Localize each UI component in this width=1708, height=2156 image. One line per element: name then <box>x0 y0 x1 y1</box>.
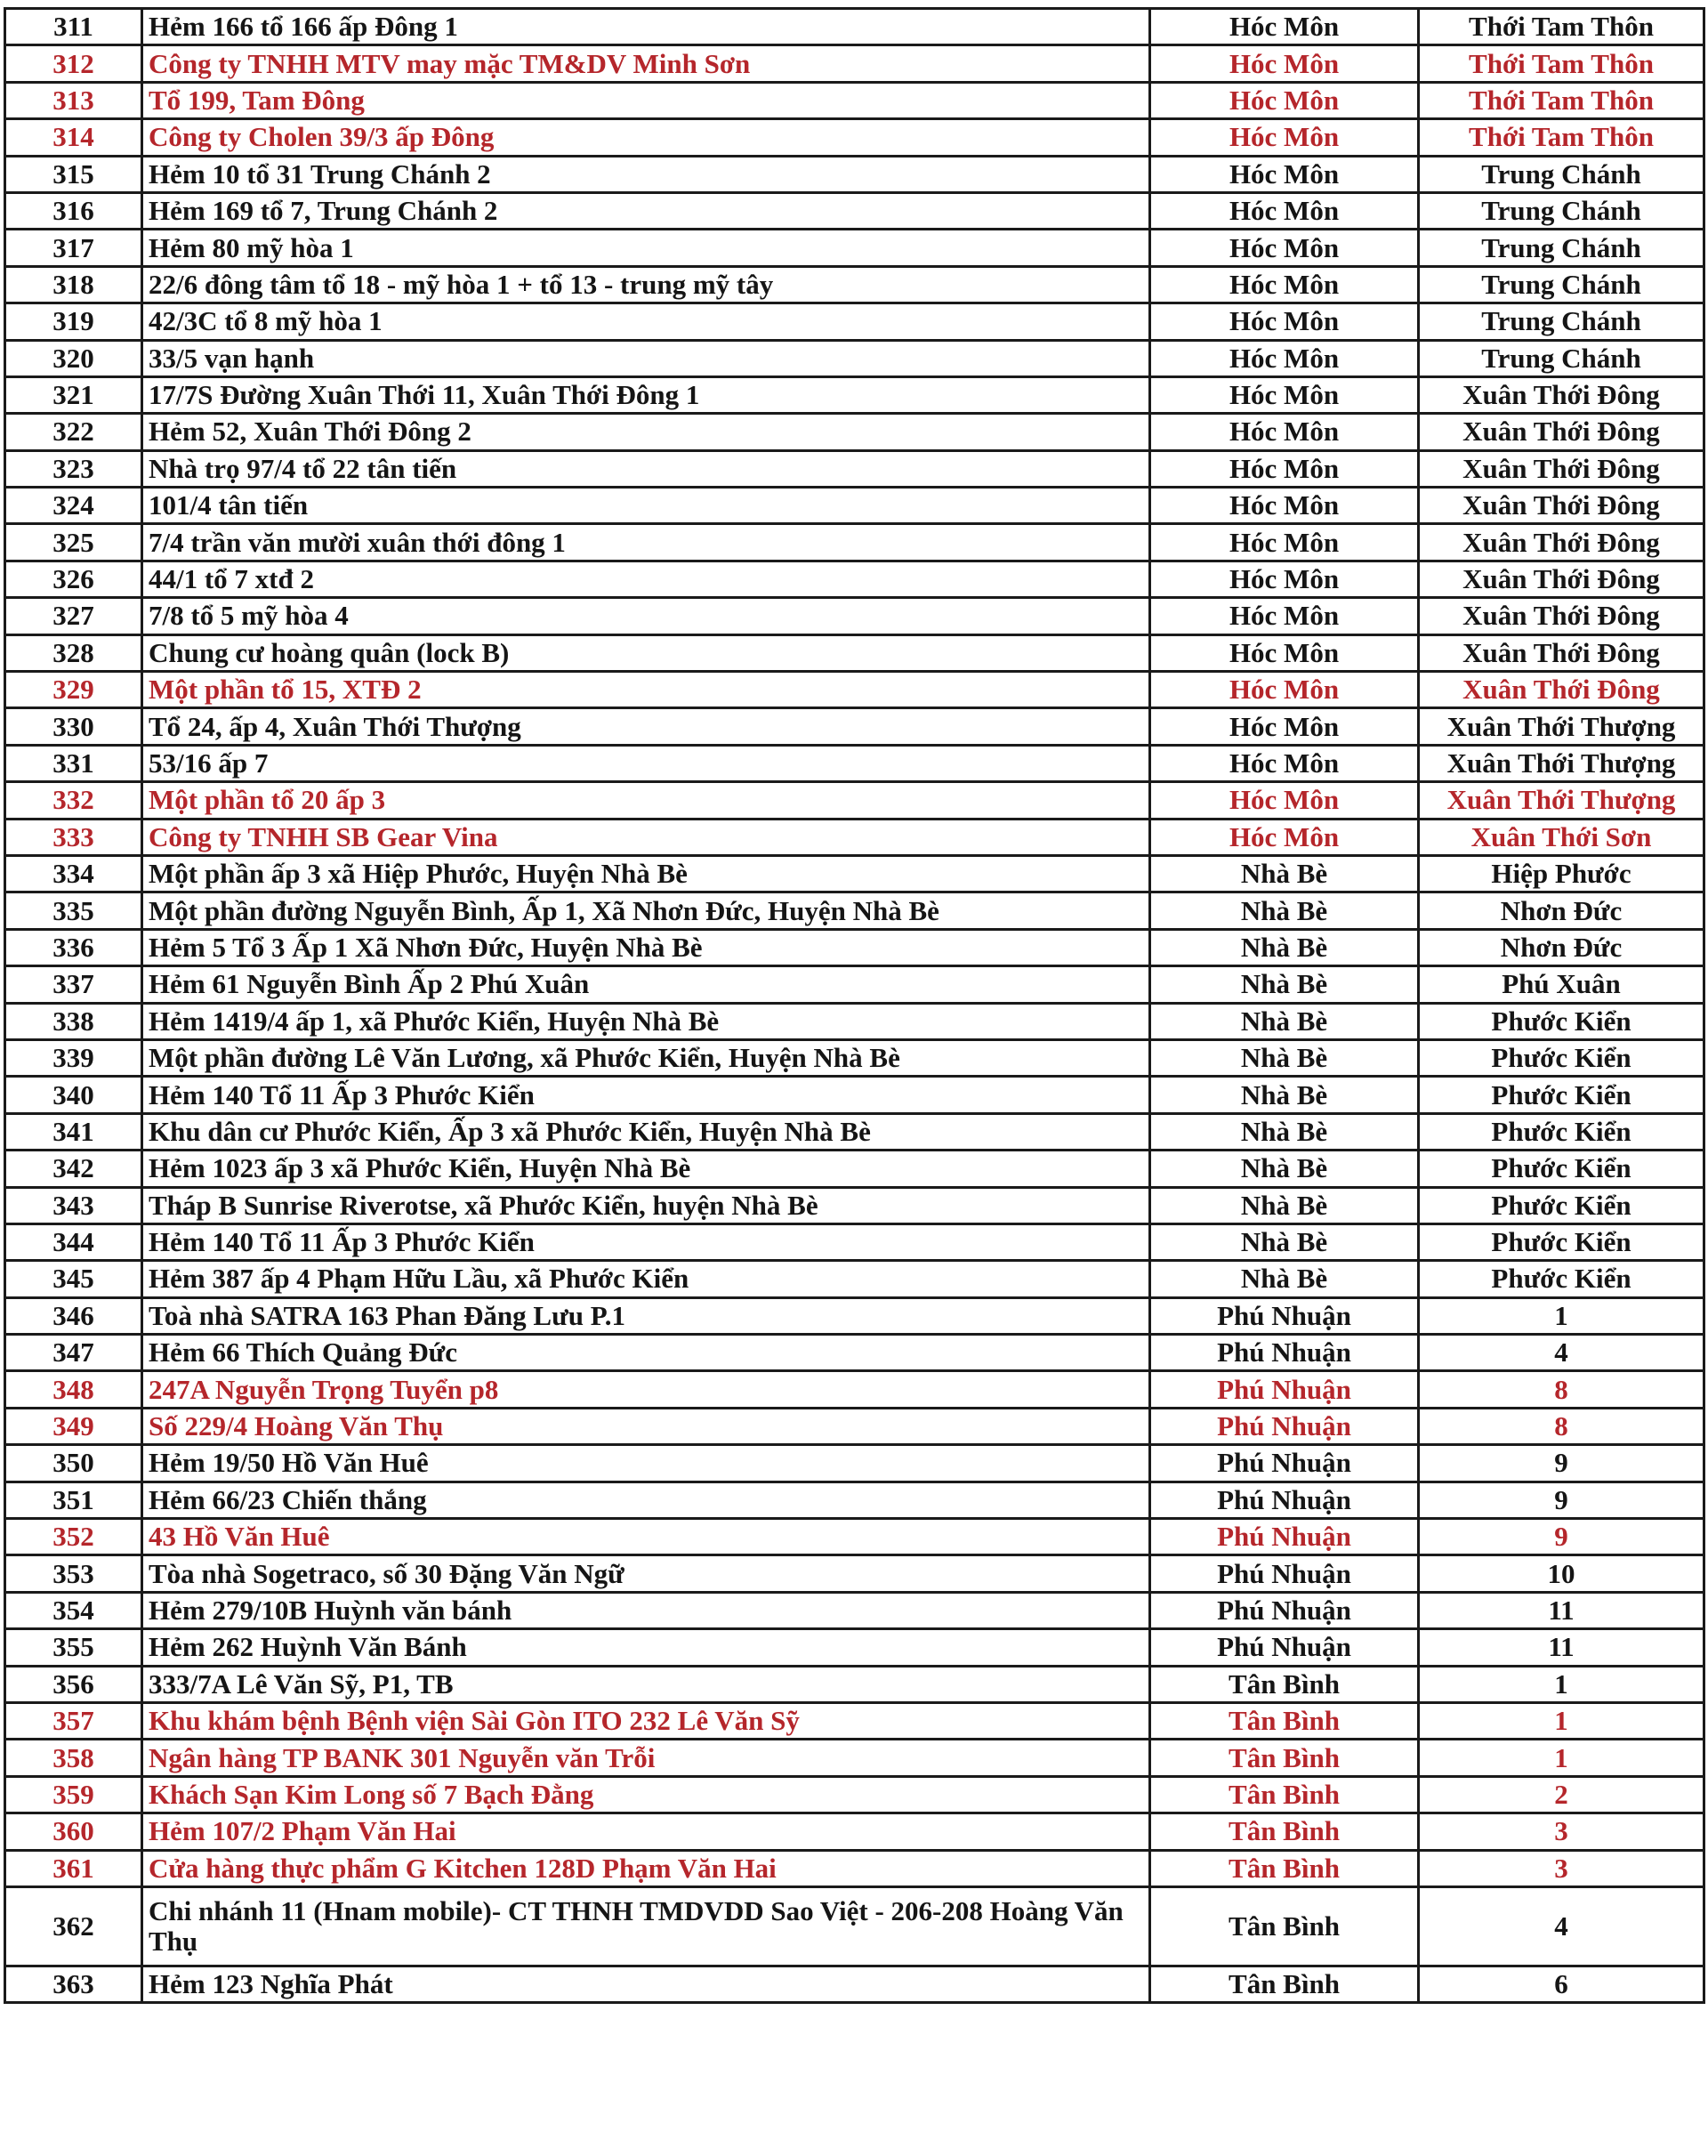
table-row <box>5 1519 1704 1555</box>
address-cell: Một phần đường Nguyễn Bình, Ấp 1, Xã Nhơn Đức, Huyện Nhà Bè <box>142 892 1150 929</box>
row-number: 350 <box>5 1445 142 1482</box>
ward-cell: Xuân Thới Đông <box>1419 561 1704 597</box>
table-row <box>5 230 1704 266</box>
row-number: 316 <box>5 192 142 229</box>
address-cell: Hẻm 5 Tổ 3 Ấp 1 Xã Nhơn Đức, Huyện Nhà Bè <box>142 929 1150 965</box>
table-row <box>5 376 1704 413</box>
district-cell: Hóc Môn <box>1150 230 1419 266</box>
district-cell: Phú Nhuận <box>1150 1555 1419 1592</box>
table-row <box>5 1261 1704 1297</box>
address-cell: Hẻm 61 Nguyễn Bình Ấp 2 Phú Xuân <box>142 966 1150 1003</box>
address-cell: Hẻm 387 ấp 4 Phạm Hữu Lầu, xã Phước Kiển <box>142 1261 1150 1297</box>
ward-cell: 9 <box>1419 1519 1704 1555</box>
table-row <box>5 1371 1704 1408</box>
table-row <box>5 1666 1704 1702</box>
table-row <box>5 45 1704 82</box>
district-cell: Nhà Bè <box>1150 1261 1419 1297</box>
table-row <box>5 450 1704 487</box>
district-cell: Nhà Bè <box>1150 1223 1419 1260</box>
row-number: 347 <box>5 1335 142 1371</box>
address-cell: Một phần ấp 3 xã Hiệp Phước, Huyện Nhà Bè <box>142 855 1150 892</box>
ward-cell: Xuân Thới Đông <box>1419 524 1704 561</box>
table-row <box>5 192 1704 229</box>
address-cell: Khu khám bệnh Bệnh viện Sài Gòn ITO 232 Lê Văn Sỹ <box>142 1702 1150 1739</box>
ward-cell: Trung Chánh <box>1419 303 1704 340</box>
district-cell: Hóc Môn <box>1150 598 1419 634</box>
district-cell: Hóc Môn <box>1150 266 1419 303</box>
row-number: 360 <box>5 1813 142 1850</box>
ward-cell: 6 <box>1419 1966 1704 2002</box>
row-number: 327 <box>5 598 142 634</box>
ward-cell: 4 <box>1419 1335 1704 1371</box>
table-row <box>5 1740 1704 1776</box>
row-number: 354 <box>5 1592 142 1628</box>
row-number: 349 <box>5 1408 142 1444</box>
address-cell: Cửa hàng thực phẩm G Kitchen 128D Phạm Văn Hai <box>142 1850 1150 1886</box>
address-table <box>4 7 1705 2004</box>
district-cell: Hóc Môn <box>1150 488 1419 524</box>
table-row <box>5 1187 1704 1223</box>
address-cell: Hẻm 66/23 Chiến thắng <box>142 1482 1150 1518</box>
ward-cell: Phước Kiển <box>1419 1039 1704 1076</box>
table-row <box>5 1629 1704 1666</box>
district-cell: Nhà Bè <box>1150 1077 1419 1113</box>
address-cell: Hẻm 66 Thích Quảng Đức <box>142 1335 1150 1371</box>
address-cell: Hẻm 107/2 Phạm Văn Hai <box>142 1813 1150 1850</box>
address-cell: Tòa nhà Sogetraco, số 30 Đặng Văn Ngữ <box>142 1555 1150 1592</box>
address-cell: Hẻm 166 tổ 166 ấp Đông 1 <box>142 9 1150 45</box>
row-number: 332 <box>5 782 142 819</box>
row-number: 353 <box>5 1555 142 1592</box>
address-cell: Hẻm 80 mỹ hòa 1 <box>142 230 1150 266</box>
table-row <box>5 303 1704 340</box>
ward-cell: 8 <box>1419 1371 1704 1408</box>
row-number: 355 <box>5 1629 142 1666</box>
table-row <box>5 1555 1704 1592</box>
ward-cell: Thới Tam Thôn <box>1419 9 1704 45</box>
table-row <box>5 1335 1704 1371</box>
district-cell: Hóc Môn <box>1150 634 1419 671</box>
row-number: 340 <box>5 1077 142 1113</box>
ward-cell: 11 <box>1419 1592 1704 1628</box>
row-number: 313 <box>5 82 142 118</box>
ward-cell: Thới Tam Thôn <box>1419 45 1704 82</box>
row-number: 322 <box>5 414 142 450</box>
ward-cell: Trung Chánh <box>1419 340 1704 376</box>
table-row <box>5 1592 1704 1628</box>
ward-cell: Xuân Thới Đông <box>1419 634 1704 671</box>
row-number: 346 <box>5 1297 142 1334</box>
district-cell: Phú Nhuận <box>1150 1482 1419 1518</box>
district-cell: Hóc Môn <box>1150 303 1419 340</box>
address-cell: 333/7A Lê Văn Sỹ, P1, TB <box>142 1666 1150 1702</box>
ward-cell: Phú Xuân <box>1419 966 1704 1003</box>
ward-cell: 1 <box>1419 1702 1704 1739</box>
row-number: 345 <box>5 1261 142 1297</box>
row-number: 311 <box>5 9 142 45</box>
table-row <box>5 745 1704 781</box>
row-number: 315 <box>5 156 142 192</box>
ward-cell: Xuân Thới Đông <box>1419 488 1704 524</box>
address-cell: Hẻm 1023 ấp 3 xã Phước Kiển, Huyện Nhà Bè <box>142 1151 1150 1187</box>
table-row <box>5 1003 1704 1039</box>
address-cell: 247A Nguyễn Trọng Tuyển p8 <box>142 1371 1150 1408</box>
table-row <box>5 672 1704 708</box>
address-cell: Ngân hàng TP BANK 301 Nguyễn văn Trỗi <box>142 1740 1150 1776</box>
row-number: 330 <box>5 708 142 745</box>
row-number: 357 <box>5 1702 142 1739</box>
district-cell: Phú Nhuận <box>1150 1408 1419 1444</box>
district-cell: Hóc Môn <box>1150 45 1419 82</box>
ward-cell: 2 <box>1419 1776 1704 1813</box>
table-row <box>5 561 1704 597</box>
ward-cell: Phước Kiển <box>1419 1077 1704 1113</box>
row-number: 321 <box>5 376 142 413</box>
district-cell: Hóc Môn <box>1150 376 1419 413</box>
ward-cell: 9 <box>1419 1482 1704 1518</box>
district-cell: Phú Nhuận <box>1150 1519 1419 1555</box>
address-cell: Tổ 24, ấp 4, Xuân Thới Thượng <box>142 708 1150 745</box>
district-cell: Hóc Môn <box>1150 82 1419 118</box>
district-cell: Hóc Môn <box>1150 192 1419 229</box>
district-cell: Phú Nhuận <box>1150 1297 1419 1334</box>
row-number: 314 <box>5 119 142 156</box>
table-row <box>5 1482 1704 1518</box>
district-cell: Nhà Bè <box>1150 1003 1419 1039</box>
table-row <box>5 634 1704 671</box>
address-cell: Hẻm 140 Tổ 11 Ấp 3 Phước Kiển <box>142 1223 1150 1260</box>
district-cell: Hóc Môn <box>1150 745 1419 781</box>
table-row <box>5 1297 1704 1334</box>
address-cell: Công ty TNHH SB Gear Vina <box>142 819 1150 855</box>
address-cell: Khu dân cư Phước Kiển, Ấp 3 xã Phước Kiển, Huyện Nhà Bè <box>142 1113 1150 1150</box>
address-cell: 33/5 vạn hạnh <box>142 340 1150 376</box>
district-cell: Hóc Môn <box>1150 524 1419 561</box>
ward-cell: Phước Kiển <box>1419 1151 1704 1187</box>
ward-cell: 3 <box>1419 1813 1704 1850</box>
row-number: 361 <box>5 1850 142 1886</box>
ward-cell: Phước Kiển <box>1419 1003 1704 1039</box>
district-cell: Tân Bình <box>1150 1886 1419 1966</box>
table-row <box>5 524 1704 561</box>
table-row <box>5 1813 1704 1850</box>
address-cell: Chung cư hoàng quân (lock B) <box>142 634 1150 671</box>
table-row <box>5 119 1704 156</box>
address-cell: 43 Hồ Văn Huê <box>142 1519 1150 1555</box>
table-row <box>5 782 1704 819</box>
ward-cell: Trung Chánh <box>1419 266 1704 303</box>
row-number: 334 <box>5 855 142 892</box>
district-cell: Tân Bình <box>1150 1966 1419 2002</box>
ward-cell: Xuân Thới Đông <box>1419 450 1704 487</box>
district-cell: Nhà Bè <box>1150 1039 1419 1076</box>
district-cell: Tân Bình <box>1150 1666 1419 1702</box>
district-cell: Hóc Môn <box>1150 156 1419 192</box>
address-cell: 42/3C tổ 8 mỹ hòa 1 <box>142 303 1150 340</box>
row-number: 362 <box>5 1886 142 1966</box>
table-row <box>5 819 1704 855</box>
district-cell: Nhà Bè <box>1150 929 1419 965</box>
row-number: 328 <box>5 634 142 671</box>
district-cell: Tân Bình <box>1150 1776 1419 1813</box>
district-cell: Nhà Bè <box>1150 966 1419 1003</box>
address-cell: 44/1 tổ 7 xtđ 2 <box>142 561 1150 597</box>
ward-cell: Thới Tam Thôn <box>1419 119 1704 156</box>
table-row <box>5 1408 1704 1444</box>
ward-cell: Phước Kiển <box>1419 1113 1704 1150</box>
row-number: 333 <box>5 819 142 855</box>
district-cell: Hóc Môn <box>1150 672 1419 708</box>
row-number: 319 <box>5 303 142 340</box>
ward-cell: Hiệp Phước <box>1419 855 1704 892</box>
address-cell: Toà nhà SATRA 163 Phan Đăng Lưu P.1 <box>142 1297 1150 1334</box>
row-number: 342 <box>5 1151 142 1187</box>
table-row <box>5 1445 1704 1482</box>
ward-cell: Phước Kiển <box>1419 1187 1704 1223</box>
row-number: 351 <box>5 1482 142 1518</box>
row-number: 312 <box>5 45 142 82</box>
district-cell: Tân Bình <box>1150 1740 1419 1776</box>
ward-cell: 1 <box>1419 1297 1704 1334</box>
row-number: 336 <box>5 929 142 965</box>
ward-cell: Xuân Thới Thượng <box>1419 745 1704 781</box>
address-cell: Hẻm 10 tổ 31 Trung Chánh 2 <box>142 156 1150 192</box>
address-cell: Tổ 199, Tam Đông <box>142 82 1150 118</box>
district-cell: Hóc Môn <box>1150 708 1419 745</box>
table-row <box>5 598 1704 634</box>
row-number: 331 <box>5 745 142 781</box>
ward-cell: Xuân Thới Thượng <box>1419 708 1704 745</box>
table-row <box>5 1966 1704 2002</box>
ward-cell: Nhơn Đức <box>1419 892 1704 929</box>
ward-cell: 10 <box>1419 1555 1704 1592</box>
table-row <box>5 266 1704 303</box>
ward-cell: Xuân Thới Đông <box>1419 376 1704 413</box>
district-cell: Hóc Môn <box>1150 561 1419 597</box>
district-cell: Hóc Môn <box>1150 819 1419 855</box>
district-cell: Phú Nhuận <box>1150 1592 1419 1628</box>
ward-cell: 11 <box>1419 1629 1704 1666</box>
ward-cell: Xuân Thới Sơn <box>1419 819 1704 855</box>
ward-cell: Trung Chánh <box>1419 192 1704 229</box>
row-number: 335 <box>5 892 142 929</box>
table-row <box>5 156 1704 192</box>
table-body <box>5 9 1704 2003</box>
row-number: 337 <box>5 966 142 1003</box>
row-number: 363 <box>5 1966 142 2002</box>
row-number: 320 <box>5 340 142 376</box>
row-number: 341 <box>5 1113 142 1150</box>
ward-cell: Xuân Thới Đông <box>1419 672 1704 708</box>
ward-cell: 3 <box>1419 1850 1704 1886</box>
address-cell: 101/4 tân tiến <box>142 488 1150 524</box>
address-cell: 7/4 trần văn mười xuân thới đông 1 <box>142 524 1150 561</box>
table-row <box>5 1776 1704 1813</box>
table-row <box>5 1702 1704 1739</box>
table-row <box>5 1113 1704 1150</box>
ward-cell: Phước Kiển <box>1419 1223 1704 1260</box>
table-row <box>5 855 1704 892</box>
table-row <box>5 414 1704 450</box>
address-cell: Một phần đường Lê Văn Lương, xã Phước Kiển, Huyện Nhà Bè <box>142 1039 1150 1076</box>
district-cell: Nhà Bè <box>1150 1113 1419 1150</box>
address-cell: Hẻm 1419/4 ấp 1, xã Phước Kiển, Huyện Nhà Bè <box>142 1003 1150 1039</box>
district-cell: Hóc Môn <box>1150 450 1419 487</box>
address-cell: Chi nhánh 11 (Hnam mobile)- CT THNH TMDVDD Sao Việt - 206-208 Hoàng Văn Thụ <box>142 1886 1150 1966</box>
district-cell: Phú Nhuận <box>1150 1445 1419 1482</box>
row-number: 324 <box>5 488 142 524</box>
ward-cell: 1 <box>1419 1666 1704 1702</box>
ward-cell: Nhơn Đức <box>1419 929 1704 965</box>
district-cell: Nhà Bè <box>1150 1187 1419 1223</box>
address-cell: Công ty TNHH MTV may mặc TM&DV Minh Sơn <box>142 45 1150 82</box>
row-number: 348 <box>5 1371 142 1408</box>
ward-cell: Thới Tam Thôn <box>1419 82 1704 118</box>
district-cell: Nhà Bè <box>1150 892 1419 929</box>
district-cell: Phú Nhuận <box>1150 1371 1419 1408</box>
address-cell: Số 229/4 Hoàng Văn Thụ <box>142 1408 1150 1444</box>
row-number: 326 <box>5 561 142 597</box>
ward-cell: 1 <box>1419 1740 1704 1776</box>
address-cell: Hẻm 19/50 Hồ Văn Huê <box>142 1445 1150 1482</box>
district-cell: Phú Nhuận <box>1150 1629 1419 1666</box>
row-number: 317 <box>5 230 142 266</box>
row-number: 359 <box>5 1776 142 1813</box>
address-cell: Công ty Cholen 39/3 ấp Đông <box>142 119 1150 156</box>
district-cell: Tân Bình <box>1150 1850 1419 1886</box>
ward-cell: Xuân Thới Thượng <box>1419 782 1704 819</box>
address-cell: 53/16 ấp 7 <box>142 745 1150 781</box>
ward-cell: Trung Chánh <box>1419 156 1704 192</box>
address-cell: Hẻm 279/10B Huỳnh văn bánh <box>142 1592 1150 1628</box>
table-row <box>5 1850 1704 1886</box>
ward-cell: Xuân Thới Đông <box>1419 414 1704 450</box>
table-row <box>5 892 1704 929</box>
district-cell: Hóc Môn <box>1150 119 1419 156</box>
district-cell: Hóc Môn <box>1150 340 1419 376</box>
district-cell: Tân Bình <box>1150 1702 1419 1739</box>
address-cell: 17/7S Đường Xuân Thới 11, Xuân Thới Đông 1 <box>142 376 1150 413</box>
table-row <box>5 1223 1704 1260</box>
address-cell: Một phần tổ 15, XTĐ 2 <box>142 672 1150 708</box>
row-number: 339 <box>5 1039 142 1076</box>
table-row <box>5 1151 1704 1187</box>
row-number: 329 <box>5 672 142 708</box>
address-cell: Hẻm 262 Huỳnh Văn Bánh <box>142 1629 1150 1666</box>
address-cell: Hẻm 52, Xuân Thới Đông 2 <box>142 414 1150 450</box>
address-cell: Khách Sạn Kim Long số 7 Bạch Đằng <box>142 1776 1150 1813</box>
ward-cell: 9 <box>1419 1445 1704 1482</box>
district-cell: Tân Bình <box>1150 1813 1419 1850</box>
ward-cell: Trung Chánh <box>1419 230 1704 266</box>
table-row <box>5 488 1704 524</box>
table-row <box>5 929 1704 965</box>
table-row <box>5 1077 1704 1113</box>
ward-cell: 8 <box>1419 1408 1704 1444</box>
row-number: 325 <box>5 524 142 561</box>
district-cell: Phú Nhuận <box>1150 1335 1419 1371</box>
district-cell: Hóc Môn <box>1150 9 1419 45</box>
table-row <box>5 966 1704 1003</box>
row-number: 358 <box>5 1740 142 1776</box>
row-number: 344 <box>5 1223 142 1260</box>
address-cell: Hẻm 169 tổ 7, Trung Chánh 2 <box>142 192 1150 229</box>
address-cell: Hẻm 123 Nghĩa Phát <box>142 1966 1150 2002</box>
district-cell: Nhà Bè <box>1150 1151 1419 1187</box>
table-row <box>5 82 1704 118</box>
row-number: 356 <box>5 1666 142 1702</box>
table-row <box>5 708 1704 745</box>
table-row <box>5 9 1704 45</box>
row-number: 352 <box>5 1519 142 1555</box>
address-cell: 7/8 tổ 5 mỹ hòa 4 <box>142 598 1150 634</box>
address-cell: Hẻm 140 Tổ 11 Ấp 3 Phước Kiển <box>142 1077 1150 1113</box>
district-cell: Hóc Môn <box>1150 782 1419 819</box>
row-number: 343 <box>5 1187 142 1223</box>
address-cell: Một phần tổ 20 ấp 3 <box>142 782 1150 819</box>
ward-cell: Phước Kiển <box>1419 1261 1704 1297</box>
ward-cell: Xuân Thới Đông <box>1419 598 1704 634</box>
ward-cell: 4 <box>1419 1886 1704 1966</box>
row-number: 318 <box>5 266 142 303</box>
table-row <box>5 1886 1704 1966</box>
table-row <box>5 340 1704 376</box>
address-cell: Nhà trọ 97/4 tổ 22 tân tiến <box>142 450 1150 487</box>
row-number: 323 <box>5 450 142 487</box>
address-cell: 22/6 đông tâm tổ 18 - mỹ hòa 1 + tổ 13 - trung mỹ tây <box>142 266 1150 303</box>
district-cell: Hóc Môn <box>1150 414 1419 450</box>
address-cell: Tháp B Sunrise Riverotse, xã Phước Kiển, huyện Nhà Bè <box>142 1187 1150 1223</box>
row-number: 338 <box>5 1003 142 1039</box>
table-row <box>5 1039 1704 1076</box>
district-cell: Nhà Bè <box>1150 855 1419 892</box>
